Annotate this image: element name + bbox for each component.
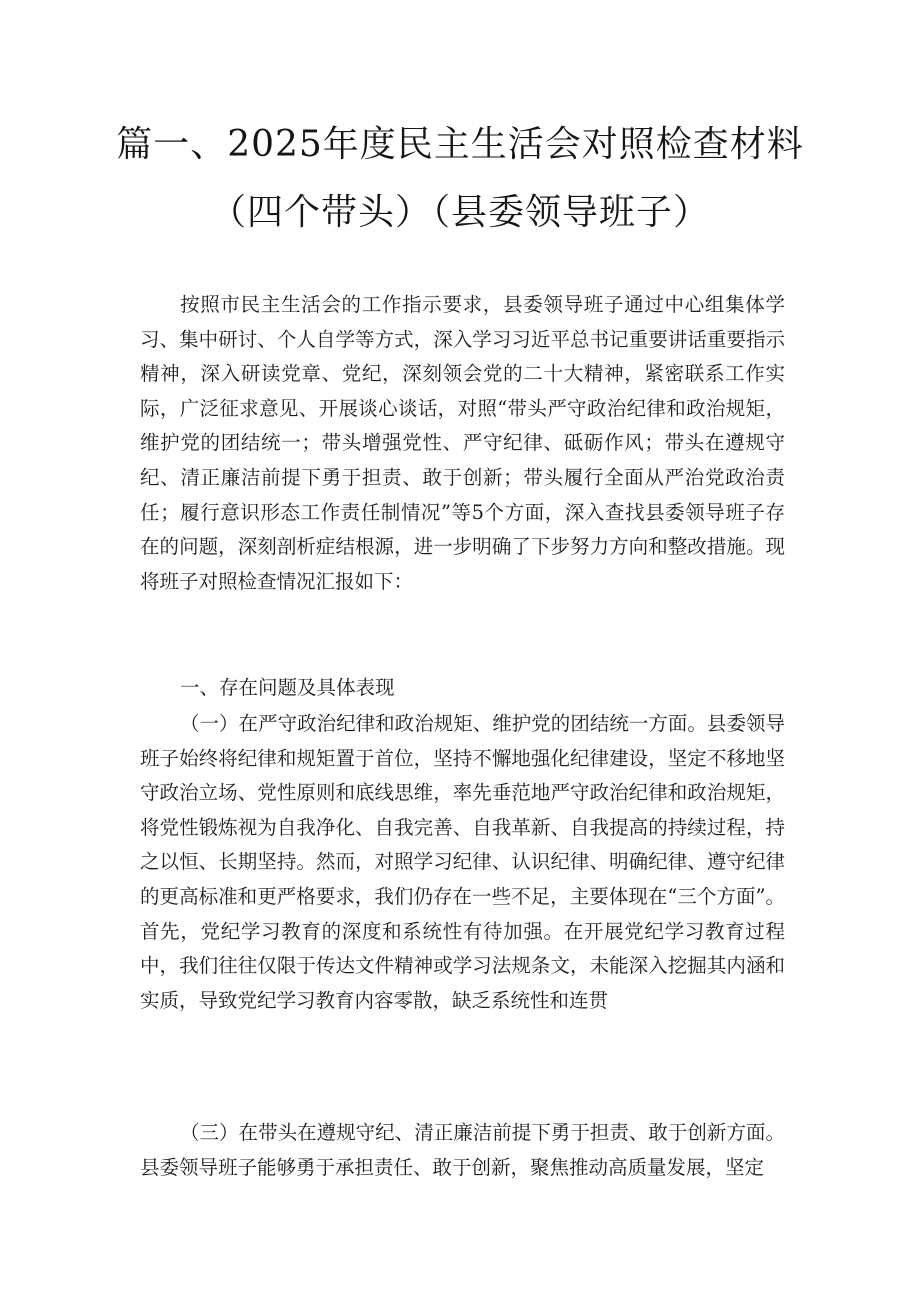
paragraph-item-1: （一）在严守政治纪律和政治规矩、维护党的团结统一方面。县委领导班子始终将纪律和规矩置于首位，坚持不懈地强化纪律建设，坚定不移地坚守政治立场、党性原则和底线思维，率先垂范地严守政治纪律和政治规矩，将党性锻炼视为自我净化、自我完善、自我革新、自我提高的持续过程，持之以恒、长期坚持。然而，对照学习纪律、认识纪律、明确纪律、遵守纪律的更高标准和更严格要求，我们仍存在一些不足，主要体现在“三个方面”。首先，党纪学习教育的深度和系统性有待加强。在开展党纪学习教育过程中，我们往往仅限于传达文件精神或学习法规条文，未能深入挖掘其内涵和实质，导致党纪学习教育内容零散，缺乏系统性和连贯 (140, 712, 785, 1012)
section-heading-problems: 一、存在问题及具体表现 (180, 676, 395, 699)
document-title-line-2: （四个带头）（县委领导班子） (209, 192, 710, 233)
paragraph-item-3: （三）在带头在遵规守纪、清正廉洁前提下勇于担责、敢于创新方面。县委领导班子能够勇于承担责任、敢于创新，聚焦推动高质量发展，坚定 (140, 1121, 785, 1179)
document-title-line-1: 篇一、2025年度民主生活会对照检查材料 (116, 124, 804, 165)
intro-paragraph: 按照市民主生活会的工作指示要求，县委领导班子通过中心组集体学习、集中研讨、个人自学等方式，深入学习习近平总书记重要讲话重要指示精神，深入研读党章、党纪，深刻领会党的二十大精神，紧密联系工作实际，广泛征求意见、开展谈心谈话，对照“带头严守政治纪律和政治规矩，维护党的团结统一；带头增强党性、严守纪律、砥砺作风；带头在遵规守纪、清正廉洁前提下勇于担责、敢于创新；带头履行全面从严治党政治责任；履行意识形态工作责任制情况”等5个方面，深入查找县委领导班子存在的问题，深刻剖析症结根源，进一步明确了下步努力方向和整改措施。现将班子对照检查情况汇报如下： (140, 293, 785, 593)
